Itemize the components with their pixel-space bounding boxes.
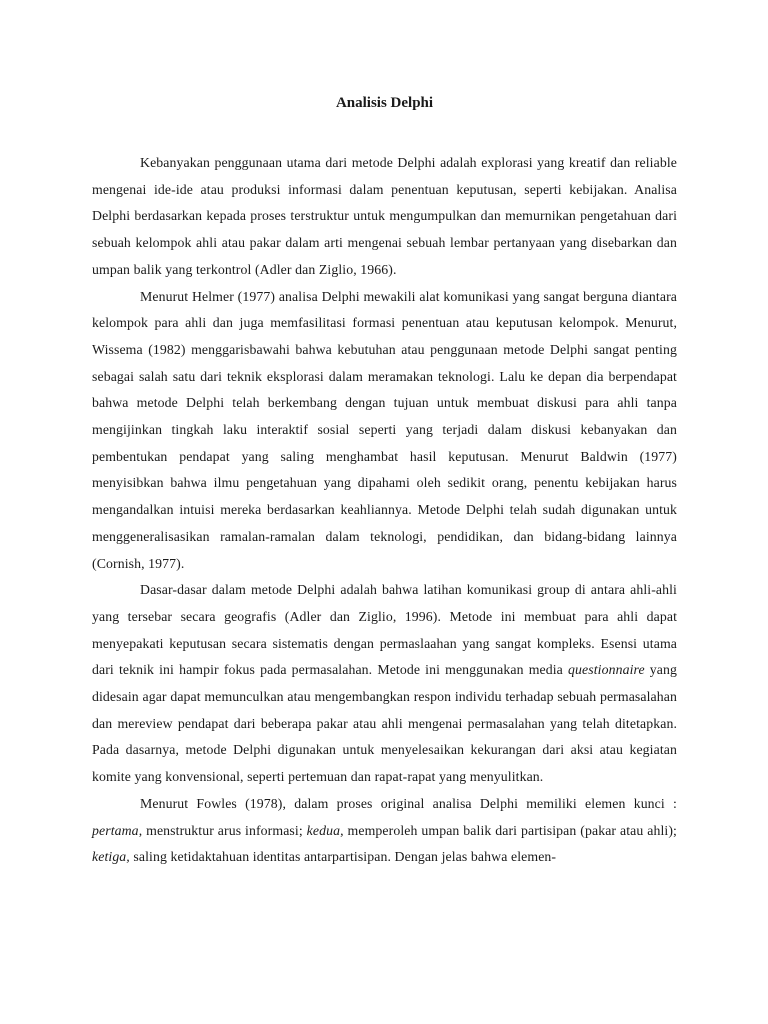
document-body: [92, 150, 677, 871]
paragraph-3-text-b: yang didesain agar dapat memunculkan atau mengembangkan respon individu terhadap sebuah permasalahan dan mereview pendapat dari beberapa pakar atau ahli mengenai permasalahan yang telah ditetapkan. Pada dasarnya, metode Delphi digunakan untuk menyelesaikan kekurangan dari aksi atau kegiatan komite yang konvensional, seperti pertemuan dan rapat-rapat yang menyulitkan.: [92, 662, 677, 785]
paragraph-2: Menurut Helmer (1977) analisa Delphi mewakili alat komunikasi yang sangat berguna diantara kelompok para ahli dan juga memfasilitasi formasi penentuan atau keputusan kelompok. Menurut, Wissema (1982) menggarisbawahi bahwa kebutuhan atau penggunaan metode Delphi sangat penting sebagai salah satu dari teknik eksplorasi dalam meramakan teknologi. Lalu ke depan dia berpendapat bahwa metode Delphi telah berkembang dengan tujuan untuk membuat diskusi para ahli tanpa mengijinkan tingkah laku interaktif sosial seperti yang terjadi dalam diskusi kebanyakan dan pembentukan pendapat yang saling menghambat hasil keputusan. Menurut Baldwin (1977) menyisibkan bahwa ilmu pengetahuan yang dipahami oleh sedikit orang, penentu kebijakan harus mengandalkan intuisi mereka berdasarkan keahliannya. Metode Delphi telah sudah digunakan untuk menggeneralisasikan ramalan-ramalan dalam teknologi, pendidikan, dan bidang-bidang lainnya (Cornish, 1977).: [92, 288, 677, 571]
paragraph-4-italic-third: ketiga,: [92, 849, 130, 865]
paragraph-4: [92, 791, 677, 871]
paragraph-3-italic-term: questionnaire: [568, 662, 645, 678]
paragraph-4-text-d: saling ketidaktahuan identitas antarpartisipan. Dengan jelas bahwa elemen-: [129, 849, 557, 865]
paragraph-1: Kebanyakan penggunaan utama dari metode Delphi adalah explorasi yang kreatif dan reliable mengenai ide-ide atau produksi informasi dalam penentuan keputusan, seperti kebijakan. Analisa Delphi berdasarkan kepada proses terstruktur untuk mengumpulkan dan memurnikan pengetahuan dari sebuah kelompok ahli atau pakar dalam arti mengenai sebuah lembar pertanyaan yang disebarkan dan umpan balik yang terkontrol (Adler dan Ziglio, 1966).: [92, 155, 677, 277]
paragraph-3: [92, 577, 677, 791]
page-title: Analisis Delphi: [335, 95, 434, 111]
paragraph-4-text-c: , memperoleh umpan balik dari partisipan (pakar atau ahli);: [340, 822, 677, 838]
paragraph-4-italic-second: kedua: [306, 822, 341, 838]
paragraph-4-text-b: , menstruktur arus informasi;: [138, 822, 307, 838]
paragraph-3-text-a: Dasar-dasar dalam metode Delphi adalah bahwa latihan komunikasi group di antara ahli-ahli yang tersebar secara geografis (Adler dan Ziglio, 1996). Metode ini membuat para ahli dapat menyepakati keputusan secara sistematis dengan permaslaahan yang sangat kompleks. Esensi utama dari teknik ini hampir fokus pada permasalahan. Metode ini menggunakan media: [92, 582, 677, 678]
paragraph-4-text-a: Menurut Fowles (1978), dalam proses original analisa Delphi memiliki elemen kunci :: [140, 795, 677, 811]
paragraph-4-italic-first: pertama: [92, 822, 139, 838]
